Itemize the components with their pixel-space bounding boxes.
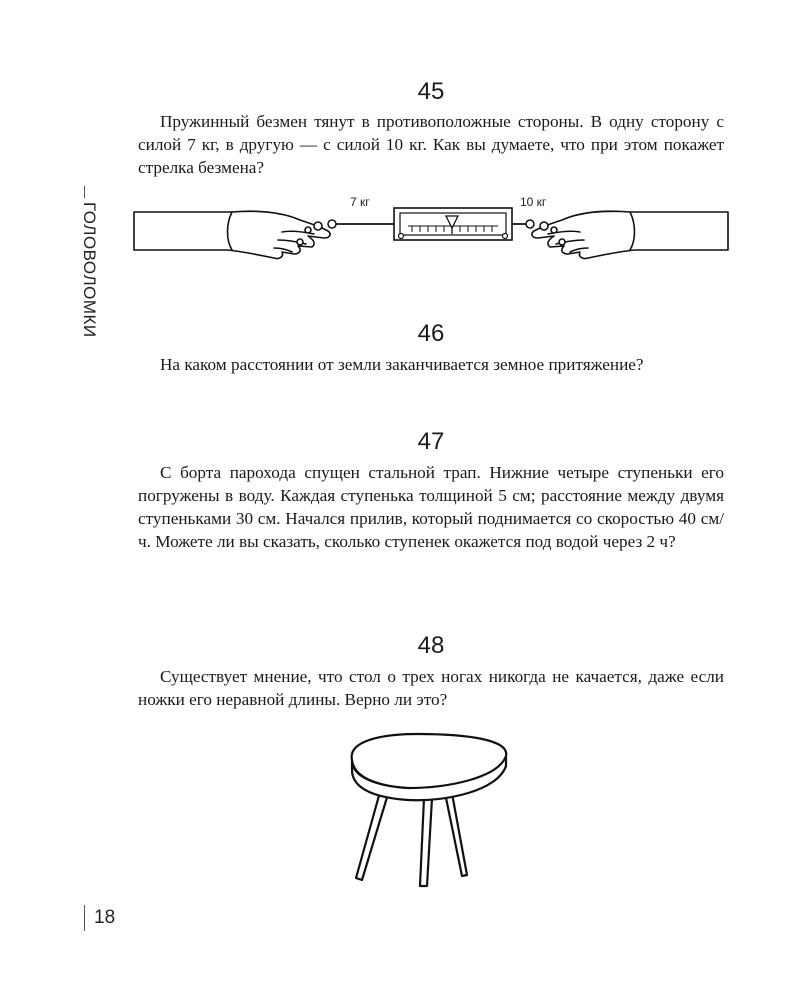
problem-text <box>138 353 724 376</box>
problem-text-body: С борта парохода спущен стальной трап. Нижние четыре ступеньки его погружены в воду. Каждая ступенька толщиной 5 см; расстояние между двумя ступеньками 30 см. Начался прилив, который поднимается со скоростью 40 см/ч. Можете ли вы сказать, сколько ступенек окажется под водой через 2 ч? <box>138 463 724 551</box>
problem-number: 45 <box>417 78 445 105</box>
problem-text <box>138 461 724 553</box>
running-head <box>77 186 107 336</box>
page-number: 18 <box>84 905 115 931</box>
problem-text-body: На каком расстоянии от земли заканчивается земное притяжение? <box>160 355 644 374</box>
left-hook <box>328 220 336 228</box>
running-head-rule <box>84 186 85 198</box>
problem-number: 48 <box>417 632 445 659</box>
problem-text-body: Существует мнение, что стол о трех ногах никогда не качается, даже если ножки его неравной длины. Верно ли это? <box>138 667 724 709</box>
spring-scale-illustration <box>132 190 730 270</box>
spring-scale <box>394 208 512 240</box>
problem-text <box>138 665 724 711</box>
running-head-text: ГОЛОВОЛОМКИ <box>80 202 99 338</box>
table-leg-front <box>420 798 432 886</box>
problem-number: 46 <box>417 320 445 347</box>
table-leg-left <box>356 792 388 880</box>
right-force-label: 10 кг <box>520 195 547 209</box>
left-force-label: 7 кг <box>350 195 370 209</box>
table-leg-back <box>444 788 467 876</box>
problem-number: 47 <box>417 428 445 455</box>
right-hook <box>526 220 534 228</box>
three-legged-table-illustration <box>338 728 518 890</box>
problem-text <box>138 110 724 179</box>
left-hand <box>134 211 330 258</box>
problem-text-body: Пружинный безмен тянут в противоположные стороны. В одну сторону с силой 7 кг, в другую — с силой 10 кг. Как вы думаете, что при этом покажет стрелка безмена? <box>138 112 724 177</box>
right-hand <box>532 211 728 258</box>
